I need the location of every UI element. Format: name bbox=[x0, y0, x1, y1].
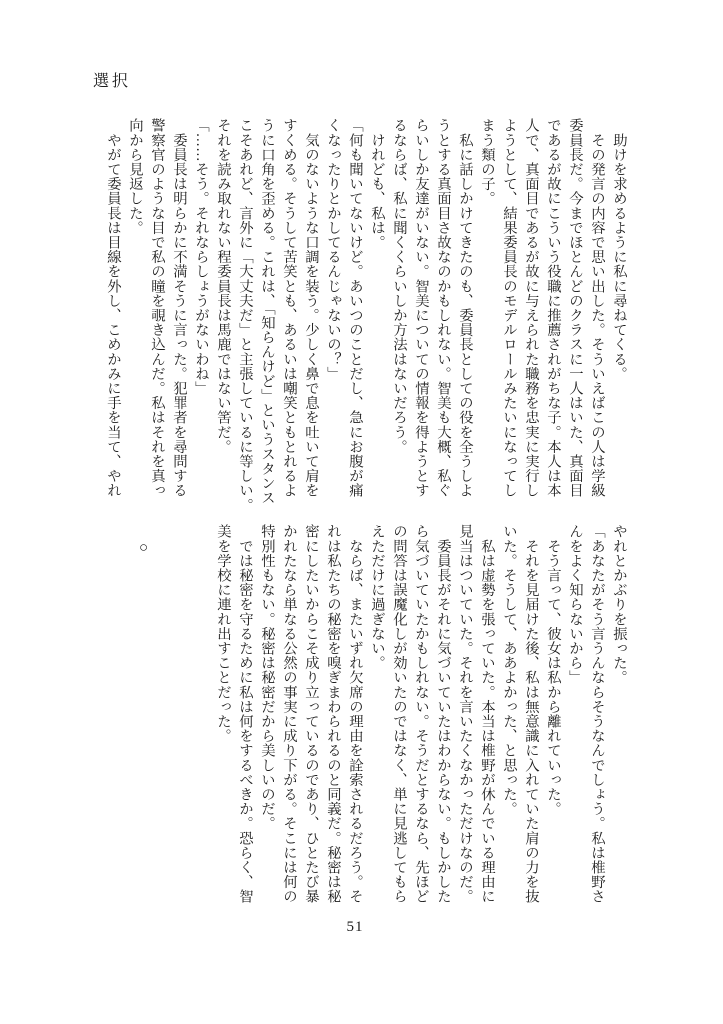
text-line: であるが故にこういう役職に推薦されがちな子。本人は本 bbox=[545, 118, 561, 498]
text-line: ら気づいていたかもしれない。そうだとするなら、先ほど bbox=[413, 524, 429, 904]
page-number: 51 bbox=[346, 919, 364, 935]
text-line: 「何も聞いてないけど。あいつのことだし、急にお腹が痛 bbox=[347, 118, 363, 498]
text-line: ようとして、結果委員長のモデルロールみたいになってし bbox=[501, 118, 517, 498]
text-line: まう類の子。 bbox=[479, 118, 495, 206]
text-line: 委員長がそれに気づいていたはわからない。もしかした bbox=[435, 524, 451, 904]
text-line: その発言の内容で思い出した。そういえばこの人は学級 bbox=[589, 118, 605, 498]
text-line: 委員長だ。今までほとんどのクラスに一人はいた、真面目 bbox=[567, 118, 583, 498]
section-heading: 選択 bbox=[93, 73, 132, 90]
text-line: 美を学校に連れ出すことだった。 bbox=[215, 524, 231, 743]
text-line: では秘密を守るために私は何をするべきか。恐らく、智 bbox=[237, 524, 253, 904]
text-line: くなったりとかしてるんじゃないの？」 bbox=[325, 118, 341, 381]
text-line: 人で、真面目であるが故に与えられた職務を忠実に実行し bbox=[523, 118, 539, 498]
text-line: 私は虚勢を張っていた。本当は椎野が休んでいる理由に bbox=[479, 524, 495, 904]
text-line: かれたなら単なる公然の事実に成り下がる。そこには何の bbox=[281, 524, 297, 904]
text-line: 特別性もない。秘密は秘密だから美しいのだ。 bbox=[259, 524, 275, 831]
text-line: うとする真面目さ故なのかもしれない。智美も大概、私ぐ bbox=[435, 118, 451, 498]
text-line: 気のないような口調を装う。少しく鼻で息を吐いて肩を bbox=[303, 118, 319, 498]
text-line: そう言って、彼女は私から離れていった。 bbox=[545, 524, 561, 816]
text-line: すくめる。そうして苦笑とも、あるいは嘲笑ともとれるよ bbox=[281, 118, 297, 498]
text-line: うに口角を歪める。これは、「知らんけど」というスタンス bbox=[259, 118, 275, 505]
text-line: 密にしたいからこそ成り立っているのであり、ひとたび暴 bbox=[303, 524, 319, 904]
text-line: れは私たちの秘密を嗅ぎまわられるのと同義だ。秘密は秘 bbox=[325, 524, 341, 904]
text-line: ならば、またいずれ欠席の理由を詮索されるだろう。そ bbox=[347, 524, 363, 904]
text-line: いた。そうして、ああよかった、と思った。 bbox=[501, 524, 517, 816]
text-block-top bbox=[102, 118, 630, 513]
text-line: それを読み取れない程委員長は馬鹿ではない筈だ。 bbox=[215, 118, 231, 454]
text-line: けれども、私は。 bbox=[369, 118, 385, 250]
text-line: るならば、私に聞くくらいしか方法はないだろう。 bbox=[391, 118, 407, 454]
text-line: こそあれど、言外に「大丈夫だ」と主張しているに等しい。 bbox=[237, 118, 253, 513]
text-line: 見当はついていた。それを言いたくなかっただけなのだ。 bbox=[457, 524, 473, 904]
text-line: 「あなたがそう言うんならそうなんでしょう。私は椎野さ bbox=[589, 524, 605, 904]
text-line: やがて委員長は目線を外し、こめかみに手を当て、やれ bbox=[105, 118, 121, 498]
text-line: 向から見返した。 bbox=[127, 118, 143, 235]
text-line: 委員長は明らかに不満そうに言った。犯罪者を尋問する bbox=[171, 118, 187, 498]
text-line: の問答は誤魔化しが効いたのではなく、単に見逃してもら bbox=[391, 524, 407, 904]
text-line: それを見届けた後、私は無意識に入れていた肩の力を抜 bbox=[523, 524, 539, 904]
text-line: んをよく知らないから」 bbox=[567, 524, 583, 685]
text-line: 「……そう。それならしょうがないわね」 bbox=[193, 118, 209, 396]
text-line: えただけに過ぎない。 bbox=[369, 524, 385, 670]
text-block-bottom bbox=[212, 524, 630, 904]
text-line: 警察官のような目で私の瞳を覗き込んだ。私はそれを真っ bbox=[149, 118, 165, 498]
text-line: やれとかぶりを振った。 bbox=[611, 524, 627, 685]
text-line: 助けを求めるように私に尋ねてくる。 bbox=[611, 118, 627, 381]
text-line: らいしか友達がいない。智美についての情報を得ようとす bbox=[413, 118, 429, 498]
scene-break-mark: ○ bbox=[139, 540, 149, 556]
text-line: 私に話しかけてきたのも、委員長としての役を全うしよ bbox=[457, 118, 473, 498]
